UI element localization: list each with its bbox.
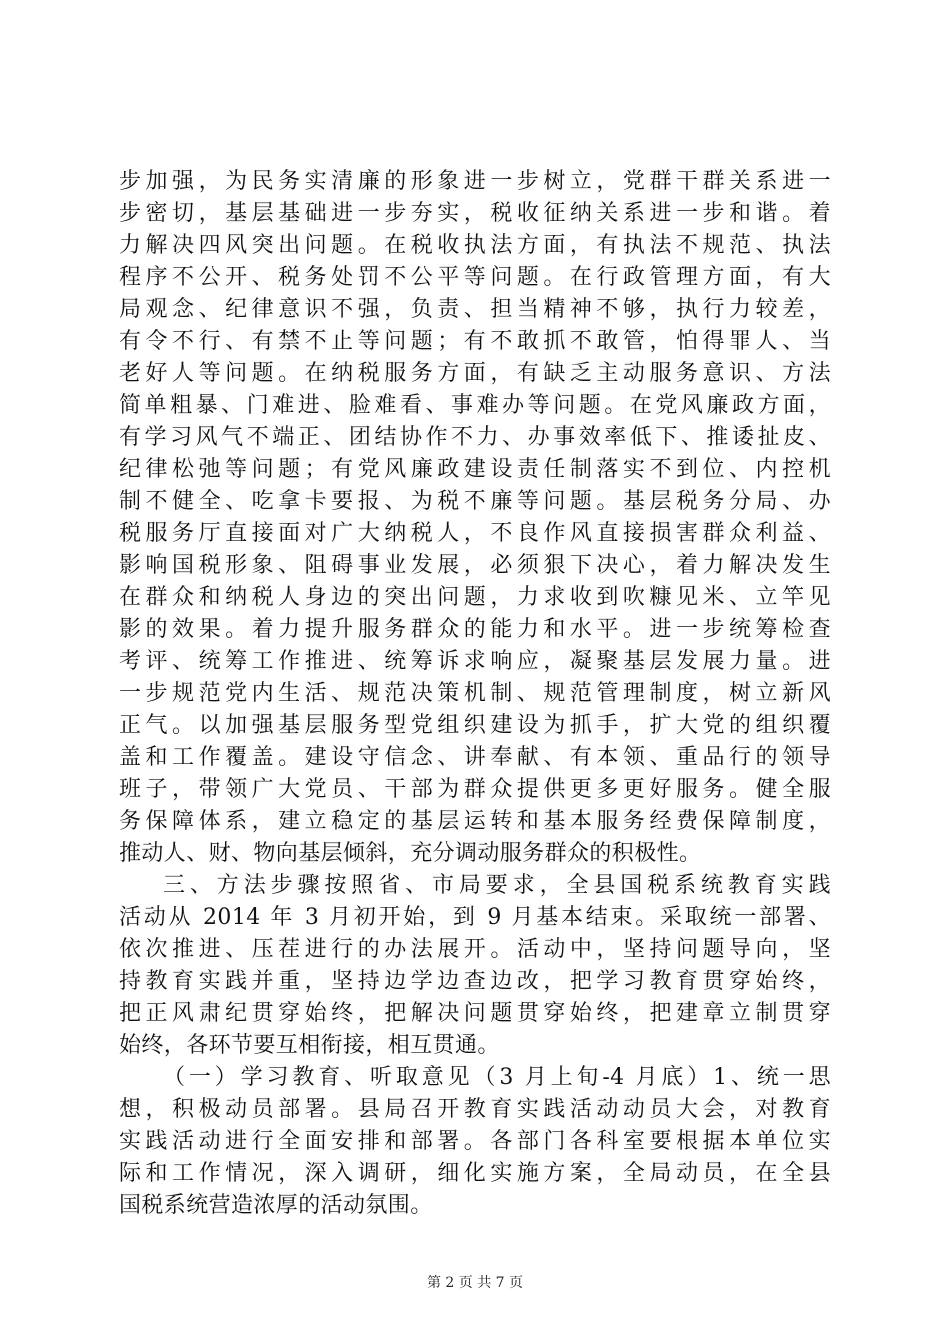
- text-line: 实践活动进行全面安排和部署。各部门各科室要根据本单位实: [119, 1129, 831, 1154]
- page-footer: [0, 1274, 950, 1292]
- text-line: 制不健全、吃拿卡要报、为税不廉等问题。基层税务分局、办: [119, 489, 831, 514]
- text-line: 力解决四风突出问题。在税收执法方面，有执法不规范、执法: [119, 233, 831, 258]
- text-line: 税服务厅直接面对广大纳税人，不良作风直接损害群众利益、: [119, 521, 831, 546]
- text-line: 局观念、纪律意识不强，负责、担当精神不够，执行力较差，: [119, 297, 831, 322]
- text-line: 老好人等问题。在纳税服务方面，有缺乏主动服务意识、方法: [119, 361, 831, 386]
- text-line: 在群众和纳税人身边的突出问题，力求收到吹糠见米、立竿见: [119, 585, 831, 610]
- text-line: 简单粗暴、门难进、脸难看、事难办等问题。在党风廉政方面，: [119, 393, 831, 418]
- page-number-label: 第 2 页 共 7 页: [426, 1275, 524, 1291]
- text-line: 推动人、财、物向基层倾斜，充分调动服务群众的积极性。: [119, 841, 702, 866]
- text-line: 影响国税形象、阻碍事业发展，必须狠下决心，着力解决发生: [119, 553, 831, 578]
- text-line: 国税系统营造浓厚的活动氛围。: [119, 1193, 433, 1218]
- text-line: 步密切，基层基础进一步夯实，税收征纳关系进一步和谐。着: [119, 201, 831, 226]
- text-line: 始终，各环节要互相衔接，相互贯通。: [119, 1033, 500, 1058]
- text-line: 影的效果。着力提升服务群众的能力和水平。进一步统筹检查: [119, 617, 831, 642]
- document-body: [119, 166, 831, 1222]
- text-line: 盖和工作覆盖。建设守信念、讲奉献、有本领、重品行的领导: [119, 745, 831, 770]
- text-line: 纪律松弛等问题；有党风廉政建设责任制落实不到位、内控机: [119, 457, 831, 482]
- text-line: 际和工作情况，深入调研，细化实施方案，全局动员，在全县: [119, 1161, 831, 1186]
- text-line: 步加强，为民务实清廉的形象进一步树立，党群干群关系进一: [119, 169, 831, 194]
- text-line: 活动从 2014 年 3 月初开始，到 9 月基本结束。采取统一部署、: [119, 905, 831, 930]
- text-line: 持教育实践并重，坚持边学边查边改，把学习教育贯穿始终，: [119, 969, 831, 994]
- text-line: 把正风肃纪贯穿始终，把解决问题贯穿始终，把建章立制贯穿: [119, 1001, 831, 1026]
- text-line: 一步规范党内生活、规范决策机制、规范管理制度，树立新风: [119, 681, 831, 706]
- text-line: 正气。以加强基层服务型党组织建设为抓手，扩大党的组织覆: [119, 713, 831, 738]
- text-line: 依次推进、压茬进行的办法展开。活动中，坚持问题导向，坚: [119, 937, 831, 962]
- text-line: 考评、统筹工作推进、统筹诉求响应，凝聚基层发展力量。进: [119, 649, 831, 674]
- text-line: （一）学习教育、听取意见（3 月上旬-4 月底）1、统一思: [163, 1065, 831, 1090]
- text-line: 班子，带领广大党员、干部为群众提供更多更好服务。健全服: [119, 777, 831, 802]
- text-line: 有学习风气不端正、团结协作不力、办事效率低下、推诿扯皮、: [119, 425, 831, 450]
- text-line: 想，积极动员部署。县局召开教育实践活动动员大会，对教育: [119, 1097, 831, 1122]
- text-line: 三、方法步骤按照省、市局要求，全县国税系统教育实践: [163, 873, 831, 898]
- text-line: 务保障体系，建立稳定的基层运转和基本服务经费保障制度，: [119, 809, 831, 834]
- text-line: 程序不公开、税务处罚不公平等问题。在行政管理方面，有大: [119, 265, 831, 290]
- text-line: 有令不行、有禁不止等问题；有不敢抓不敢管，怕得罪人、当: [119, 329, 831, 354]
